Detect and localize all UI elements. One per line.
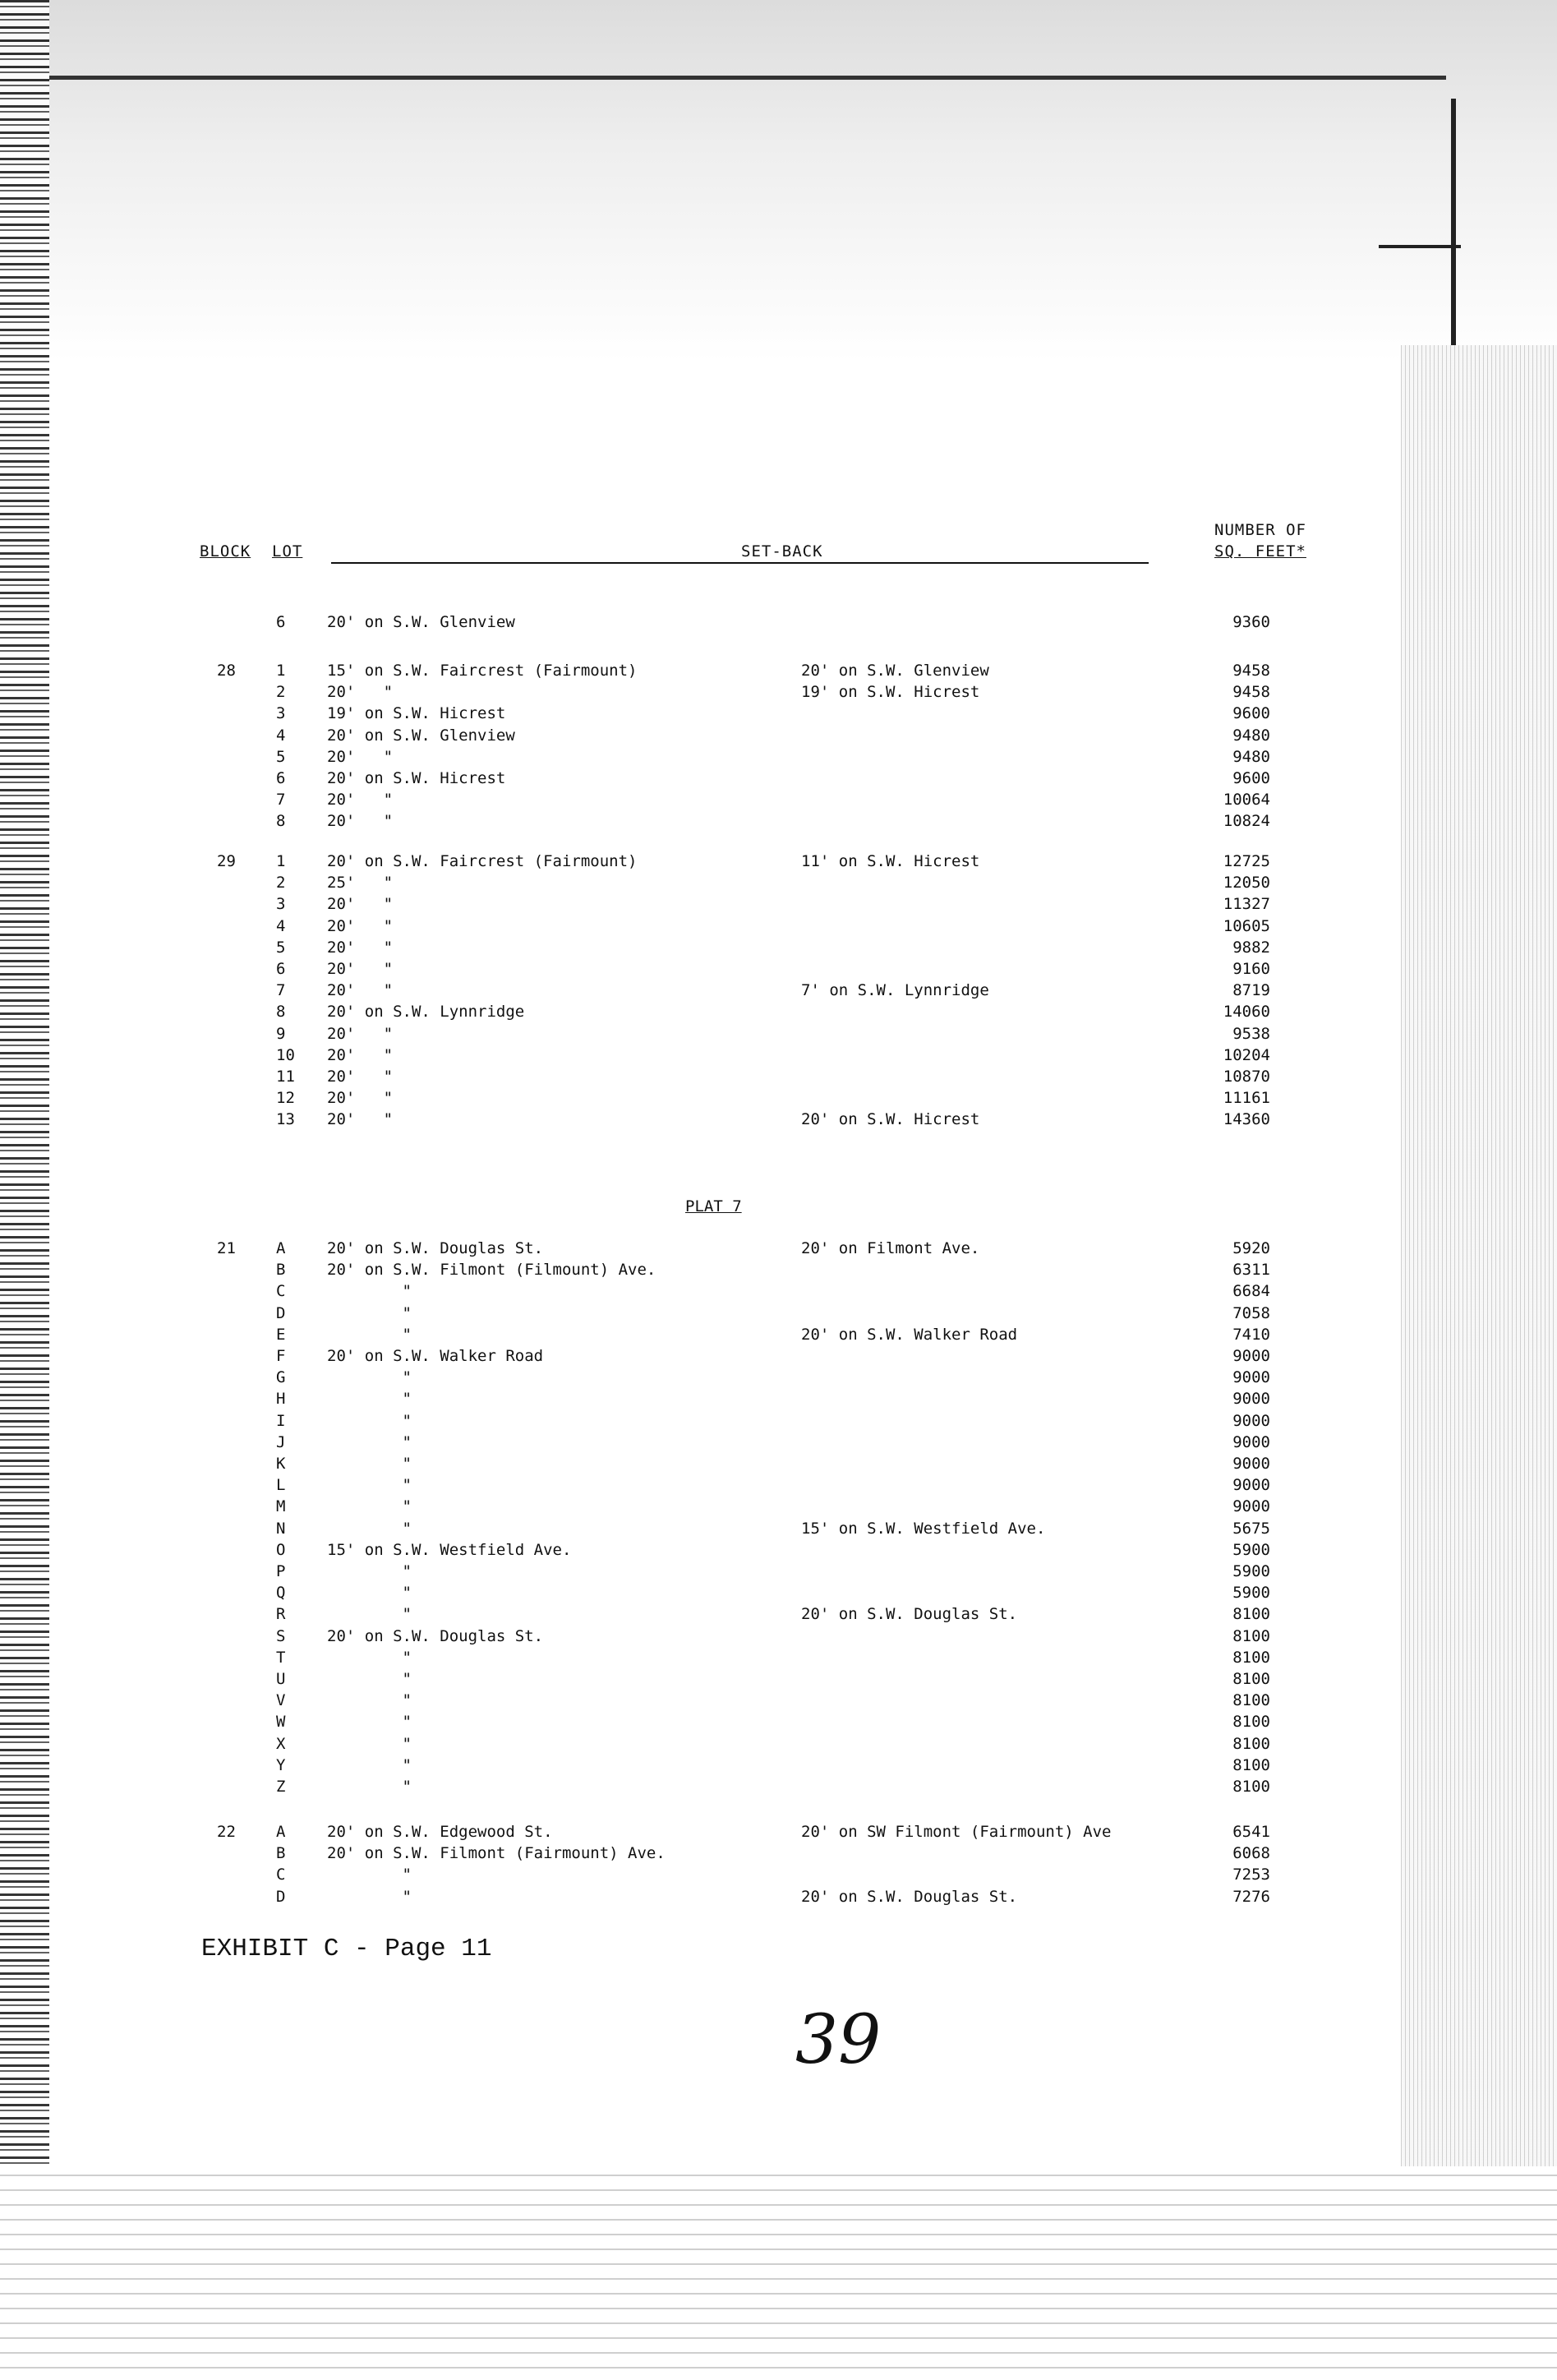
setback-primary-cell: 20' on S.W. Douglas St. — [327, 1626, 544, 1645]
lot-cell: D — [276, 1887, 286, 1906]
sqft-cell: 9000 — [1232, 1390, 1270, 1409]
table-row — [0, 748, 1557, 769]
setback-primary-cell: 20' on S.W. Douglas St. — [327, 1239, 544, 1257]
table-row — [0, 1541, 1557, 1562]
table-row — [0, 1347, 1557, 1368]
setback-primary-cell: 20' " — [327, 1068, 394, 1086]
lot-cell: F — [276, 1347, 286, 1365]
block-cell: 21 — [217, 1239, 236, 1257]
plat-heading: PLAT 7 — [685, 1197, 742, 1215]
setback-primary-cell: 20' on S.W. Glenview — [327, 613, 515, 631]
sqft-cell: 5900 — [1232, 1562, 1270, 1580]
sqft-cell: 7276 — [1232, 1887, 1270, 1906]
table-row — [0, 874, 1557, 895]
table-row — [0, 769, 1557, 791]
setback-primary-cell: " — [327, 1648, 412, 1667]
table-row — [0, 939, 1557, 960]
table-row — [0, 613, 1557, 634]
sqft-cell: 9000 — [1232, 1476, 1270, 1495]
sqft-cell: 8100 — [1232, 1778, 1270, 1796]
lot-cell: 8 — [276, 812, 286, 831]
setback-secondary-cell: 20' on S.W. Glenview — [801, 662, 989, 680]
setback-primary-cell: " — [327, 1755, 412, 1774]
sqft-cell: 14360 — [1223, 1110, 1270, 1129]
lot-cell: 10 — [276, 1045, 295, 1064]
lot-cell: L — [276, 1476, 286, 1495]
column-header-setback: SET-BACK — [741, 542, 823, 560]
lot-cell: 2 — [276, 874, 286, 892]
setback-secondary-cell: 7' on S.W. Lynnridge — [801, 981, 989, 1000]
setback-primary-cell: 15' on S.W. Westfield Ave. — [327, 1540, 572, 1559]
sqft-cell: 8100 — [1232, 1670, 1270, 1688]
sqft-cell: 9882 — [1232, 938, 1270, 957]
table-row — [0, 1282, 1557, 1303]
setback-primary-cell: " — [327, 1476, 412, 1495]
table-row — [0, 981, 1557, 1003]
sqft-cell: 10870 — [1223, 1068, 1270, 1086]
lot-cell: V — [276, 1691, 286, 1710]
scan-right-mark — [1451, 99, 1456, 345]
setback-primary-cell: 20' " — [327, 960, 394, 978]
setback-primary-cell: " — [327, 1282, 412, 1301]
lot-cell: 5 — [276, 747, 286, 766]
table-row — [0, 1003, 1557, 1024]
lot-cell: P — [276, 1562, 286, 1580]
sqft-cell: 10824 — [1223, 812, 1270, 831]
column-header-lot: LOT — [272, 542, 303, 560]
setback-primary-cell: " — [327, 1866, 412, 1884]
table-row — [0, 1261, 1557, 1282]
table-row — [0, 852, 1557, 874]
handwritten-page-number: 39 — [795, 2001, 882, 2079]
lot-cell: 8 — [276, 1003, 286, 1022]
sqft-cell: 5675 — [1232, 1519, 1270, 1538]
lot-cell: K — [276, 1455, 286, 1473]
table-row — [0, 791, 1557, 812]
table-row — [0, 1823, 1557, 1844]
lot-cell: Y — [276, 1755, 286, 1774]
sqft-cell: 10204 — [1223, 1045, 1270, 1064]
lot-cell: Q — [276, 1584, 286, 1603]
table-row — [0, 662, 1557, 683]
setback-primary-cell: 20' " — [327, 981, 394, 1000]
table-row — [0, 1649, 1557, 1670]
sqft-cell: 8100 — [1232, 1755, 1270, 1774]
setback-primary-cell: " — [327, 1605, 412, 1624]
lot-cell: 1 — [276, 852, 286, 870]
lot-cell: U — [276, 1670, 286, 1688]
sqft-cell: 6068 — [1232, 1844, 1270, 1863]
setback-primary-cell: " — [327, 1734, 412, 1753]
lot-cell: 6 — [276, 769, 286, 787]
table-row — [0, 1670, 1557, 1691]
setback-primary-cell: 20' " — [327, 916, 394, 935]
table-row — [0, 1476, 1557, 1497]
column-header-sqft-line1: NUMBER OF — [1214, 521, 1306, 539]
sqft-cell: 8100 — [1232, 1605, 1270, 1624]
lot-cell: 4 — [276, 726, 286, 745]
table-row — [0, 1025, 1557, 1046]
table-row — [0, 1756, 1557, 1778]
setback-primary-cell: 20' " — [327, 747, 394, 766]
setback-primary-cell: 20' " — [327, 1089, 394, 1108]
exhibit-footer: EXHIBIT C - Page 11 — [201, 1935, 492, 1963]
table-row — [0, 960, 1557, 981]
table-row — [0, 1844, 1557, 1866]
lot-cell: 13 — [276, 1110, 295, 1129]
lot-cell: 7 — [276, 791, 286, 809]
sqft-cell: 7058 — [1232, 1303, 1270, 1322]
table-row — [0, 1433, 1557, 1455]
lot-cell: 5 — [276, 938, 286, 957]
lot-cell: I — [276, 1411, 286, 1430]
lot-cell: 6 — [276, 613, 286, 631]
table-row — [0, 1368, 1557, 1390]
lot-cell: 3 — [276, 895, 286, 914]
sqft-cell: 12725 — [1223, 852, 1270, 870]
lot-cell: 3 — [276, 704, 286, 723]
table-row — [0, 1412, 1557, 1433]
sqft-cell: 6684 — [1232, 1282, 1270, 1301]
setback-primary-cell: 20' " — [327, 1045, 394, 1064]
sqft-cell: 9458 — [1232, 662, 1270, 680]
lot-cell: C — [276, 1282, 286, 1301]
table-row — [0, 1304, 1557, 1326]
setback-primary-cell: 20' on S.W. Filmont (Filmount) Ave. — [327, 1261, 656, 1280]
lot-cell: C — [276, 1866, 286, 1884]
lot-cell: X — [276, 1734, 286, 1753]
setback-primary-cell: 20' on S.W. Edgewood St. — [327, 1823, 553, 1841]
column-header-block: BLOCK — [200, 542, 251, 560]
setback-secondary-cell: 20' on S.W. Douglas St. — [801, 1887, 1018, 1906]
sqft-cell: 9000 — [1232, 1497, 1270, 1516]
setback-primary-cell: 15' on S.W. Faircrest (Fairmount) — [327, 662, 638, 680]
sqft-cell: 14060 — [1223, 1003, 1270, 1022]
sqft-cell: 6541 — [1232, 1823, 1270, 1841]
setback-primary-cell: 20' " — [327, 791, 394, 809]
sqft-cell: 9000 — [1232, 1432, 1270, 1451]
table-row — [0, 1390, 1557, 1411]
lot-cell: Z — [276, 1778, 286, 1796]
lot-cell: 6 — [276, 960, 286, 978]
table-row — [0, 1735, 1557, 1756]
lot-cell: 7 — [276, 981, 286, 1000]
lot-cell: 11 — [276, 1068, 295, 1086]
setback-primary-cell: " — [327, 1713, 412, 1732]
table-row — [0, 1778, 1557, 1799]
sqft-cell: 9360 — [1232, 613, 1270, 631]
table-row — [0, 683, 1557, 704]
setback-primary-cell: 19' on S.W. Hicrest — [327, 704, 506, 723]
scan-edge-left — [0, 0, 49, 2380]
setback-primary-cell: 20' " — [327, 683, 394, 702]
lot-cell: A — [276, 1239, 286, 1257]
sqft-cell: 5920 — [1232, 1239, 1270, 1257]
sqft-cell: 8100 — [1232, 1713, 1270, 1732]
table-row — [0, 1068, 1557, 1089]
table-row — [0, 1046, 1557, 1068]
table-row — [0, 1497, 1557, 1519]
sqft-cell: 7410 — [1232, 1325, 1270, 1344]
setback-primary-cell: 20' " — [327, 895, 394, 914]
setback-primary-cell: " — [327, 1584, 412, 1603]
sqft-cell: 12050 — [1223, 874, 1270, 892]
sqft-cell: 9000 — [1232, 1347, 1270, 1365]
setback-secondary-cell: 20' on Filmont Ave. — [801, 1239, 980, 1257]
setback-secondary-cell: 11' on S.W. Hicrest — [801, 852, 980, 870]
sqft-cell: 8100 — [1232, 1691, 1270, 1710]
lot-cell: B — [276, 1261, 286, 1280]
sqft-cell: 7253 — [1232, 1866, 1270, 1884]
setback-primary-cell: " — [327, 1411, 412, 1430]
setback-primary-cell: " — [327, 1325, 412, 1344]
column-header-rule — [331, 562, 1149, 564]
lot-cell: H — [276, 1390, 286, 1409]
table-row — [0, 1455, 1557, 1476]
sqft-cell: 8100 — [1232, 1626, 1270, 1645]
setback-primary-cell: 25' " — [327, 874, 394, 892]
lot-cell: N — [276, 1519, 286, 1538]
setback-primary-cell: " — [327, 1670, 412, 1688]
sqft-cell: 8100 — [1232, 1648, 1270, 1667]
setback-primary-cell: 20' on S.W. Faircrest (Fairmount) — [327, 852, 638, 870]
lot-cell: E — [276, 1325, 286, 1344]
table-row — [0, 1691, 1557, 1713]
table-row — [0, 1110, 1557, 1132]
lot-cell: 1 — [276, 662, 286, 680]
setback-primary-cell: 20' on S.W. Walker Road — [327, 1347, 544, 1365]
lot-cell: D — [276, 1303, 286, 1322]
scan-top-rule — [49, 76, 1446, 80]
setback-primary-cell: 20' on S.W. Hicrest — [327, 769, 506, 787]
lot-cell: 4 — [276, 916, 286, 935]
sqft-cell: 8100 — [1232, 1734, 1270, 1753]
setback-primary-cell: 20' " — [327, 812, 394, 831]
block-cell: 28 — [217, 662, 236, 680]
setback-primary-cell: " — [327, 1455, 412, 1473]
setback-primary-cell: " — [327, 1887, 412, 1906]
sqft-cell: 9538 — [1232, 1024, 1270, 1043]
table-row — [0, 1888, 1557, 1909]
setback-primary-cell: 20' " — [327, 1024, 394, 1043]
lot-cell: 12 — [276, 1089, 295, 1108]
lot-cell: 9 — [276, 1024, 286, 1043]
setback-secondary-cell: 20' on S.W. Douglas St. — [801, 1605, 1018, 1624]
setback-primary-cell: 20' " — [327, 1110, 394, 1129]
sqft-cell: 9458 — [1232, 683, 1270, 702]
setback-primary-cell: " — [327, 1497, 412, 1516]
table-row — [0, 1089, 1557, 1110]
sqft-cell: 11327 — [1223, 895, 1270, 914]
lot-cell: A — [276, 1823, 286, 1841]
lot-cell: R — [276, 1605, 286, 1624]
table-row — [0, 917, 1557, 939]
setback-primary-cell: " — [327, 1390, 412, 1409]
lot-cell: 2 — [276, 683, 286, 702]
sqft-cell: 9000 — [1232, 1411, 1270, 1430]
sqft-cell: 11161 — [1223, 1089, 1270, 1108]
setback-secondary-cell: 19' on S.W. Hicrest — [801, 683, 980, 702]
sqft-cell: 5900 — [1232, 1584, 1270, 1603]
setback-primary-cell: " — [327, 1432, 412, 1451]
sqft-cell: 9000 — [1232, 1455, 1270, 1473]
scan-right-tick — [1379, 245, 1461, 248]
table-row — [0, 726, 1557, 748]
table-row — [0, 1562, 1557, 1584]
scan-noise-bottom — [0, 2166, 1557, 2380]
setback-primary-cell: 20' on S.W. Glenview — [327, 726, 515, 745]
sqft-cell: 9480 — [1232, 726, 1270, 745]
lot-cell: T — [276, 1648, 286, 1667]
setback-primary-cell: " — [327, 1519, 412, 1538]
table-row — [0, 1605, 1557, 1626]
sqft-cell: 9160 — [1232, 960, 1270, 978]
block-cell: 29 — [217, 852, 236, 870]
table-row — [0, 1239, 1557, 1261]
table-row — [0, 1713, 1557, 1734]
table-row — [0, 812, 1557, 833]
sqft-cell: 9600 — [1232, 704, 1270, 723]
sqft-cell: 9480 — [1232, 747, 1270, 766]
lot-cell: J — [276, 1432, 286, 1451]
setback-primary-cell: 20' on S.W. Lynnridge — [327, 1003, 525, 1022]
setback-primary-cell: " — [327, 1562, 412, 1580]
setback-secondary-cell: 20' on SW Filmont (Fairmount) Ave — [801, 1823, 1112, 1841]
sqft-cell: 9600 — [1232, 769, 1270, 787]
sqft-cell: 10605 — [1223, 916, 1270, 935]
sqft-cell: 8719 — [1232, 981, 1270, 1000]
table-row — [0, 1326, 1557, 1347]
lot-cell: G — [276, 1368, 286, 1387]
lot-cell: S — [276, 1626, 286, 1645]
sqft-cell: 5900 — [1232, 1540, 1270, 1559]
table-row — [0, 1866, 1557, 1887]
table-row — [0, 1520, 1557, 1541]
sqft-cell: 9000 — [1232, 1368, 1270, 1387]
lot-cell: B — [276, 1844, 286, 1863]
block-cell: 22 — [217, 1823, 236, 1841]
setback-primary-cell: " — [327, 1778, 412, 1796]
lot-cell: O — [276, 1540, 286, 1559]
setback-secondary-cell: 20' on S.W. Walker Road — [801, 1325, 1018, 1344]
table-row — [0, 1627, 1557, 1649]
setback-primary-cell: 20' on S.W. Filmont (Fairmount) Ave. — [327, 1844, 666, 1863]
sqft-cell: 6311 — [1232, 1261, 1270, 1280]
table-row — [0, 895, 1557, 916]
table-row — [0, 704, 1557, 726]
lot-cell: M — [276, 1497, 286, 1516]
setback-secondary-cell: 20' on S.W. Hicrest — [801, 1110, 980, 1129]
scan-noise-top — [0, 0, 1557, 362]
setback-primary-cell: " — [327, 1368, 412, 1387]
sqft-cell: 10064 — [1223, 791, 1270, 809]
lot-cell: W — [276, 1713, 286, 1732]
setback-primary-cell: 20' " — [327, 938, 394, 957]
setback-primary-cell: " — [327, 1691, 412, 1710]
table-row — [0, 1584, 1557, 1605]
column-header-sqft-line2: SQ. FEET* — [1214, 542, 1306, 560]
setback-secondary-cell: 15' on S.W. Westfield Ave. — [801, 1519, 1046, 1538]
setback-primary-cell: " — [327, 1303, 412, 1322]
